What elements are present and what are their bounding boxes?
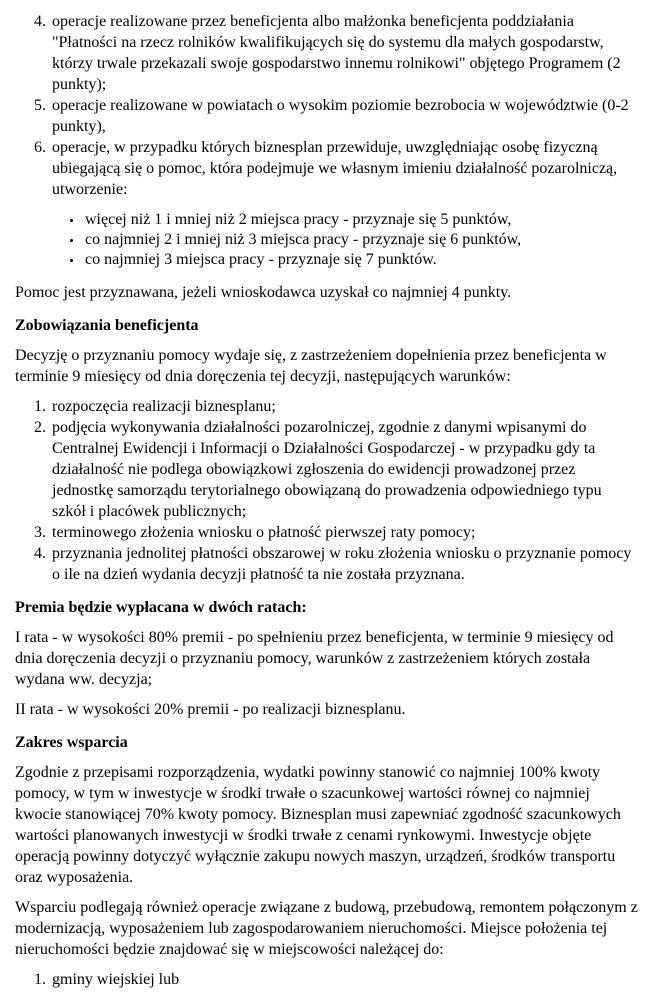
obligations-heading: Zobowiązania beneficjenta: [15, 317, 199, 334]
condition-item-1: 1. rozpoczęcia realizacji biznesplanu;: [50, 396, 638, 417]
jobs-bullet-3: • co najmniej 3 miejsca pracy - przyznaje się 7 punktów.: [83, 250, 638, 269]
condition-item-4: 4. przyznania jednolitej płatności obszarowej w roku złożenia wniosku o przyznanie pomocy o ile na dzień wydania decyzji płatność ta nie została przyznana.: [50, 543, 638, 585]
scope-paragraph-1: Zgodnie z przepisami rozporządzenia, wydatki powinny stanowić co najmniej 100% kwoty pomocy, w tym w inwestycje w środki trwałe o szacunkowej wartości równej co najmniej kwocie stanowiącej 70% kwoty pomocy. Biznesplan musi zapewniać zgodność szacunkowych wartości planowanych inwestycji w środki trwałe z cenami rynkowymi. Inwestycje objęte operacją powinny dotyczyć wyłącznie zakupu nowych maszyn, urządzeń, środków transportu oraz wyposażenia.: [15, 764, 621, 886]
criteria-item-6: 6. operacje, w przypadku których biznesplan przewiduje, uwzględniając osobę fizyczną ubiegającą się o pomoc, która podejmuje we własnym imieniu działalność pozarolniczą, utworzenie:: [50, 137, 638, 200]
first-installment-paragraph: I rata - w wysokości 80% premii - po spełnieniu przez beneficjenta, w terminie 9 miesięcy od dnia doręczenia decyzji o przyznaniu pomocy, warunków z zastrzeżeniem których została wydana ww. decyzja;: [15, 629, 614, 688]
jobs-points-list: [15, 210, 638, 269]
location-list: [15, 969, 638, 990]
jobs-bullet-1: • więcej niż 1 i mniej niż 2 miejsca pracy - przyznaje się 5 punktów,: [83, 210, 638, 229]
scope-paragraph-2: Wsparciu podlegają również operacje związane z budową, przebudową, remontem połączonym z modernizacją, wyposażeniem lub zagospodarowaniem nieruchomości. Miejsce położenia tej nieruchomości będzie znajdować się w miejscowości należącej do:: [15, 899, 638, 958]
second-installment-paragraph: II rata - w wysokości 20% premii - po realizacji biznesplanu.: [15, 701, 406, 718]
conditions-list: [15, 396, 638, 585]
obligations-intro: Decyzję o przyznaniu pomocy wydaje się, z zastrzeżeniem dopełnienia przez beneficjenta w terminie 9 miesięcy od dnia doręczenia tej decyzji, następujących warunków:: [15, 347, 607, 385]
points-threshold-note: Pomoc jest przyznawana, jeżeli wnioskodawca uzyskał co najmniej 4 punkty.: [15, 284, 512, 301]
criteria-item-5: 5. operacje realizowane w powiatach o wysokim poziomie bezrobocia w województwie (0-2 punkty),: [50, 95, 638, 137]
scope-heading: Zakres wsparcia: [15, 734, 128, 751]
installments-heading: Premia będzie wypłacana w dwóch ratach:: [15, 599, 307, 616]
location-item-1: 1. gminy wiejskiej lub: [50, 969, 638, 990]
criteria-item-4: 4. operacje realizowane przez beneficjenta albo małżonka beneficjenta poddziałania "Płatności na rzecz rolników kwalifikujących się do systemu dla małych gospodarstw, którzy trwale przekazali swoje gospodarstwo innemu rolnikowi" objętego Programem (2 punkty);: [50, 11, 638, 95]
jobs-bullet-2: • co najmniej 2 i mniej niż 3 miejsca pracy - przyznaje się 6 punktów,: [83, 230, 638, 249]
condition-item-3: 3. terminowego złożenia wniosku o płatność pierwszej raty pomocy;: [50, 522, 638, 543]
criteria-list: [15, 11, 638, 200]
condition-item-2: 2. podjęcia wykonywania działalności pozarolniczej, zgodnie z danymi wpisanymi do Centralnej Ewidencji i Informacji o Działalności Gospodarczej - w przypadku gdy ta działalność nie podlega obowiązkowi zgłoszenia do ewidencji prowadzonej przez jednostkę samorządu terytorialnego obowiązaną do prowadzenia odpowiedniego typu szkół i placówek publicznych;: [50, 417, 638, 522]
